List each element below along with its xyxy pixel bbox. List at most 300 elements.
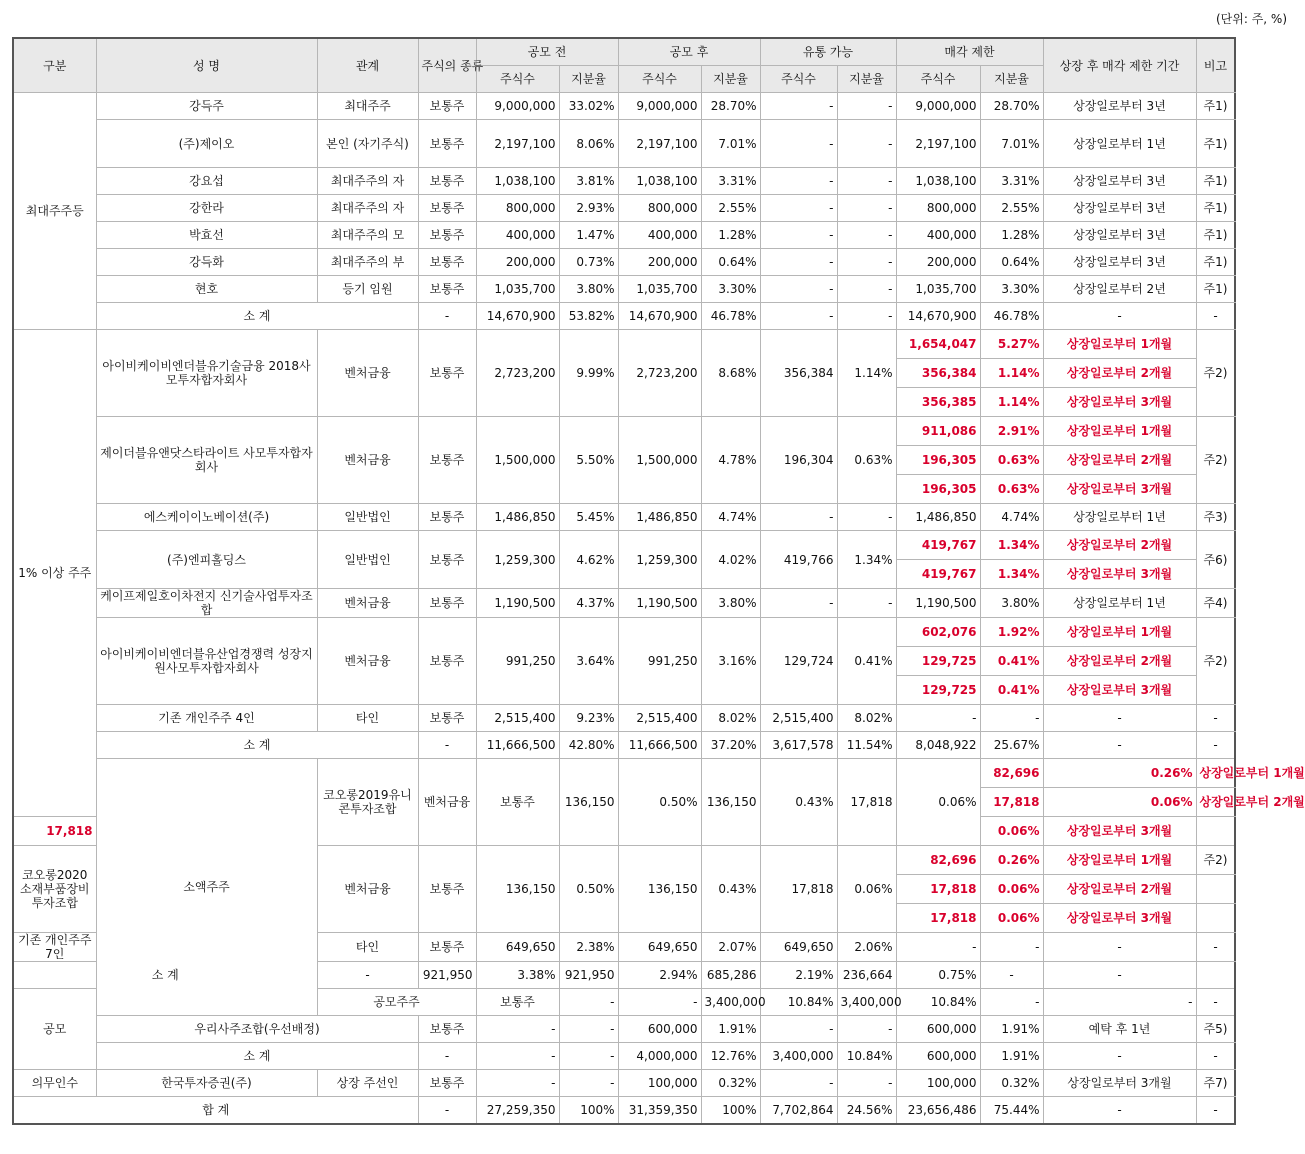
restricted-ratio: 75.44% xyxy=(980,1097,1043,1124)
table-row xyxy=(13,531,1235,560)
before-shares: - xyxy=(476,1070,559,1097)
tradable-ratio: - xyxy=(837,222,896,249)
restricted-ratio: 5.27% xyxy=(980,330,1043,359)
shareholder-lockup-table xyxy=(12,37,1305,1125)
restricted-ratio: 1.92% xyxy=(980,618,1043,647)
tradable-shares: 7,702,864 xyxy=(760,1097,837,1124)
restriction-period: 상장일로부터 2개월 xyxy=(1196,788,1235,817)
tradable-ratio: - xyxy=(837,168,896,195)
tradable-ratio: - xyxy=(837,93,896,120)
restricted-shares: 911,086 xyxy=(896,417,980,446)
restriction-period: 상장일로부터 1개월 xyxy=(1043,618,1196,647)
tradable-shares: 685,286 xyxy=(701,962,760,989)
stock-type-cell: 보통주 xyxy=(418,195,476,222)
restriction-period: 예탁 후 1년 xyxy=(1043,1016,1196,1043)
tradable-shares: - xyxy=(760,168,837,195)
subtotal-row xyxy=(13,303,1235,330)
restriction-period: - xyxy=(1043,705,1196,732)
restricted-shares: 17,818 xyxy=(980,788,1043,817)
table-row xyxy=(13,1016,1235,1043)
after-shares: 9,000,000 xyxy=(618,93,701,120)
restriction-period: 상장일로부터 2개월 xyxy=(1043,875,1196,904)
restricted-ratio: 4.74% xyxy=(980,504,1043,531)
restricted-shares: 8,048,922 xyxy=(896,732,980,759)
restricted-shares: 14,670,900 xyxy=(896,303,980,330)
tradable-ratio: 0.41% xyxy=(837,618,896,705)
restriction-period: 상장일로부터 2년 xyxy=(1043,276,1196,303)
shareholder-name: 우리사주조합(우선배정) xyxy=(96,1016,418,1043)
stock-type-cell: - xyxy=(418,1043,476,1070)
restricted-ratio: 0.75% xyxy=(896,962,980,989)
before-shares: 991,250 xyxy=(476,618,559,705)
header-after: 공모 후 xyxy=(618,38,760,66)
restriction-period: - xyxy=(1043,1043,1196,1070)
after-ratio: 7.01% xyxy=(701,120,760,168)
shareholder-name: 케이프제일호이차전지 신기술사업투자조합 xyxy=(96,589,317,618)
restriction-period: 상장일로부터 1년 xyxy=(1043,589,1196,618)
note-cell: - xyxy=(1196,732,1235,759)
before-ratio: 33.02% xyxy=(559,93,618,120)
before-shares: 1,486,850 xyxy=(476,504,559,531)
restriction-period: - xyxy=(1196,989,1235,1016)
shareholder-name: 박효선 xyxy=(96,222,317,249)
restricted-ratio: 7.01% xyxy=(980,120,1043,168)
restricted-shares: 600,000 xyxy=(896,1043,980,1070)
restriction-period: 상장일로부터 3개월 xyxy=(1043,1070,1196,1097)
restriction-period: 상장일로부터 1개월 xyxy=(1043,330,1196,359)
restriction-period: 상장일로부터 3개월 xyxy=(1043,475,1196,504)
after-shares: 2,197,100 xyxy=(618,120,701,168)
tradable-shares: 129,724 xyxy=(760,618,837,705)
relation-cell: 본인 (자기주식) xyxy=(317,120,418,168)
stock-type-cell: 보통주 xyxy=(418,531,476,589)
after-shares: 4,000,000 xyxy=(618,1043,701,1070)
restricted-ratio: 25.67% xyxy=(980,732,1043,759)
tradable-shares: - xyxy=(760,1070,837,1097)
table-row xyxy=(13,589,1235,618)
restricted-ratio: 3.30% xyxy=(980,276,1043,303)
shareholder-name: 코오롱2020소재부품장비투자조합 xyxy=(13,846,96,933)
after-shares: 1,486,850 xyxy=(618,504,701,531)
restricted-shares: 100,000 xyxy=(896,1070,980,1097)
tradable-shares: 196,304 xyxy=(760,417,837,504)
before-ratio: - xyxy=(559,1016,618,1043)
before-shares: 200,000 xyxy=(476,249,559,276)
tradable-ratio: 11.54% xyxy=(837,732,896,759)
after-shares: 991,250 xyxy=(618,618,701,705)
restricted-shares: 236,664 xyxy=(837,962,896,989)
restriction-period: 상장일로부터 2개월 xyxy=(1043,359,1196,388)
before-shares: 2,515,400 xyxy=(476,705,559,732)
note-cell: 주5) xyxy=(1196,1016,1235,1043)
tradable-ratio: 10.84% xyxy=(896,989,980,1016)
restricted-shares: 600,000 xyxy=(896,1016,980,1043)
tradable-ratio: - xyxy=(837,195,896,222)
restricted-ratio: 1.91% xyxy=(980,1016,1043,1043)
subtotal-label: 소 계 xyxy=(13,962,317,989)
tradable-shares: 3,617,578 xyxy=(760,732,837,759)
restricted-ratio: 0.06% xyxy=(980,904,1043,933)
tradable-shares: 356,384 xyxy=(760,330,837,417)
restricted-ratio: 1.28% xyxy=(980,222,1043,249)
after-shares: 200,000 xyxy=(618,249,701,276)
table-row xyxy=(13,504,1235,531)
header-note: 비고 xyxy=(1196,38,1235,93)
shareholder-name: 현호 xyxy=(96,276,317,303)
category-cell: 1% 이상 주주 xyxy=(13,330,96,817)
shareholder-name: 기존 개인주주 4인 xyxy=(96,705,317,732)
before-shares: 2,197,100 xyxy=(476,120,559,168)
restricted-ratio: 0.26% xyxy=(980,846,1043,875)
restricted-shares: 602,076 xyxy=(896,618,980,647)
restricted-shares: 17,818 xyxy=(896,875,980,904)
table-row xyxy=(13,93,1235,120)
tradable-ratio: - xyxy=(837,303,896,330)
restriction-period: 상장일로부터 3개월 xyxy=(1043,676,1196,705)
tradable-shares: 17,818 xyxy=(760,846,837,933)
header-relation: 관계 xyxy=(317,38,418,93)
restricted-shares: 82,696 xyxy=(980,759,1043,788)
after-shares: 2,723,200 xyxy=(618,330,701,417)
before-shares: 400,000 xyxy=(476,222,559,249)
category-cell: 소액주주 xyxy=(96,759,317,1016)
table-row xyxy=(13,249,1235,276)
table-row xyxy=(13,330,1235,359)
after-ratio: 3.31% xyxy=(701,168,760,195)
after-ratio: 4.02% xyxy=(701,531,760,589)
header-shares: 주식수 xyxy=(476,66,559,93)
header-before: 공모 전 xyxy=(476,38,618,66)
shareholder-name: 강득화 xyxy=(96,249,317,276)
before-shares: 800,000 xyxy=(476,195,559,222)
header-category: 구분 xyxy=(13,38,96,93)
restricted-ratio: 1.14% xyxy=(980,388,1043,417)
note-cell: - xyxy=(1196,1097,1235,1124)
restricted-shares: 196,305 xyxy=(896,446,980,475)
before-shares: 1,190,500 xyxy=(476,589,559,618)
tradable-ratio: 0.06% xyxy=(837,846,896,933)
table-row xyxy=(13,222,1235,249)
restricted-shares: 356,384 xyxy=(896,359,980,388)
header-restricted: 매각 제한 xyxy=(896,38,1043,66)
table-row xyxy=(13,168,1235,195)
restriction-period: 상장일로부터 2개월 xyxy=(1043,531,1196,560)
relation-cell: 일반법인 xyxy=(317,531,418,589)
restricted-shares: 9,000,000 xyxy=(896,93,980,120)
note-cell: 주1) xyxy=(1196,195,1235,222)
after-shares: 1,259,300 xyxy=(618,531,701,589)
restricted-shares: - xyxy=(980,989,1043,1016)
before-shares: - xyxy=(476,1016,559,1043)
stock-type-cell: 보통주 xyxy=(418,846,476,933)
after-shares: 3,400,000 xyxy=(701,989,760,1016)
restricted-ratio: 0.64% xyxy=(980,249,1043,276)
before-shares: 9,000,000 xyxy=(476,93,559,120)
restricted-shares: 17,818 xyxy=(13,817,96,846)
restricted-ratio: 0.41% xyxy=(980,676,1043,705)
stock-type-cell: 보통주 xyxy=(418,1016,476,1043)
before-ratio: - xyxy=(559,1070,618,1097)
stock-type-cell: 보통주 xyxy=(418,330,476,417)
stock-type-cell: 보통주 xyxy=(418,705,476,732)
before-ratio: 4.37% xyxy=(559,589,618,618)
note-cell: 주2) xyxy=(1196,417,1235,504)
restricted-shares: 1,486,850 xyxy=(896,504,980,531)
header-ratio: 지분율 xyxy=(701,66,760,93)
restricted-ratio: 0.32% xyxy=(980,1070,1043,1097)
restriction-period: 상장일로부터 2개월 xyxy=(1043,446,1196,475)
restricted-shares: 419,767 xyxy=(896,560,980,589)
restricted-ratio: 1.34% xyxy=(980,531,1043,560)
restriction-period: 상장일로부터 3년 xyxy=(1043,195,1196,222)
restricted-ratio: 3.31% xyxy=(980,168,1043,195)
restriction-period: 상장일로부터 1개월 xyxy=(1043,846,1196,875)
relation-cell: 벤처금융 xyxy=(317,618,418,705)
shareholder-name: 코오롱2019유니콘투자조합 xyxy=(317,759,418,846)
after-shares: 400,000 xyxy=(618,222,701,249)
restricted-shares: 129,725 xyxy=(896,676,980,705)
relation-cell: 타인 xyxy=(317,705,418,732)
restricted-ratio: 28.70% xyxy=(980,93,1043,120)
after-shares: 14,670,900 xyxy=(618,303,701,330)
before-ratio: 2.38% xyxy=(559,933,618,962)
after-ratio: 8.02% xyxy=(701,705,760,732)
restricted-shares: 129,725 xyxy=(896,647,980,676)
header-ratio: 지분율 xyxy=(837,66,896,93)
restriction-period: 상장일로부터 3개월 xyxy=(1043,817,1196,846)
note-cell: 주2) xyxy=(1196,846,1235,875)
header-ratio: 지분율 xyxy=(980,66,1043,93)
tradable-ratio: 1.34% xyxy=(837,531,896,589)
note-cell: - xyxy=(1043,962,1196,989)
restriction-period: 상장일로부터 1년 xyxy=(1043,120,1196,168)
category-cell: 의무인수 xyxy=(13,1070,96,1097)
table-row xyxy=(13,120,1235,168)
tradable-ratio: 24.56% xyxy=(837,1097,896,1124)
restriction-period: 상장일로부터 3개월 xyxy=(1043,560,1196,589)
tradable-ratio: - xyxy=(837,504,896,531)
before-ratio: 53.82% xyxy=(559,303,618,330)
before-shares: 1,038,100 xyxy=(476,168,559,195)
relation-cell: 최대주주의 모 xyxy=(317,222,418,249)
restricted-ratio: 46.78% xyxy=(980,303,1043,330)
restricted-ratio: 0.63% xyxy=(980,446,1043,475)
after-ratio: 2.55% xyxy=(701,195,760,222)
stock-type-cell: 보통주 xyxy=(418,249,476,276)
tradable-ratio: - xyxy=(837,1070,896,1097)
header-shares: 주식수 xyxy=(618,66,701,93)
before-ratio: 1.47% xyxy=(559,222,618,249)
restriction-period: 상장일로부터 1개월 xyxy=(1196,759,1235,788)
before-ratio: - xyxy=(559,1043,618,1070)
before-ratio: 4.62% xyxy=(559,531,618,589)
before-ratio: 3.81% xyxy=(559,168,618,195)
table-row xyxy=(13,705,1235,732)
before-ratio: 100% xyxy=(559,1097,618,1124)
note-cell: 주2) xyxy=(1196,618,1235,705)
restricted-shares: 419,767 xyxy=(896,531,980,560)
restricted-ratio: 2.91% xyxy=(980,417,1043,446)
restriction-period: 상장일로부터 3년 xyxy=(1043,168,1196,195)
tradable-ratio: - xyxy=(837,249,896,276)
restriction-period: - xyxy=(1043,1097,1196,1124)
relation-cell: 타인 xyxy=(317,933,418,962)
tradable-ratio: - xyxy=(837,1016,896,1043)
stock-type-cell: 보통주 xyxy=(418,120,476,168)
restriction-period: 상장일로부터 3년 xyxy=(1043,249,1196,276)
after-ratio: 12.76% xyxy=(701,1043,760,1070)
before-shares: 2,723,200 xyxy=(476,330,559,417)
tradable-shares: 419,766 xyxy=(760,531,837,589)
note-cell: - xyxy=(1196,303,1235,330)
after-ratio: 2.07% xyxy=(701,933,760,962)
tradable-shares: 3,400,000 xyxy=(760,1043,837,1070)
restricted-ratio: 0.41% xyxy=(980,647,1043,676)
restriction-period: 상장일로부터 1년 xyxy=(1043,504,1196,531)
relation-cell: 최대주주 xyxy=(317,93,418,120)
before-ratio: - xyxy=(618,989,701,1016)
tradable-shares: 3,400,000 xyxy=(837,989,896,1016)
shareholder-name: (주)엔피홀딩스 xyxy=(96,531,317,589)
tradable-ratio: - xyxy=(837,276,896,303)
after-ratio: 0.64% xyxy=(701,249,760,276)
after-shares: 649,650 xyxy=(618,933,701,962)
tradable-shares: - xyxy=(760,504,837,531)
after-shares: 1,500,000 xyxy=(618,417,701,504)
tradable-shares: - xyxy=(760,276,837,303)
note-cell: 주1) xyxy=(1196,120,1235,168)
tradable-ratio: 0.63% xyxy=(837,417,896,504)
tradable-ratio: 1.14% xyxy=(837,330,896,417)
tradable-ratio: 2.06% xyxy=(837,933,896,962)
header-ratio: 지분율 xyxy=(559,66,618,93)
restricted-ratio: - xyxy=(980,933,1043,962)
tradable-shares: - xyxy=(760,195,837,222)
relation-cell: 최대주주의 자 xyxy=(317,195,418,222)
stock-type-cell: - xyxy=(418,732,476,759)
restricted-shares: 17,818 xyxy=(896,904,980,933)
restricted-shares: 23,656,486 xyxy=(896,1097,980,1124)
stock-type-cell: 보통주 xyxy=(476,759,559,846)
after-shares: 1,035,700 xyxy=(618,276,701,303)
relation-cell: 벤처금융 xyxy=(317,417,418,504)
restriction-period: 상장일로부터 3년 xyxy=(1043,93,1196,120)
before-ratio: 9.99% xyxy=(559,330,618,417)
tradable-shares: - xyxy=(760,93,837,120)
before-ratio: 3.64% xyxy=(559,618,618,705)
before-shares: 649,650 xyxy=(476,933,559,962)
before-shares: 14,670,900 xyxy=(476,303,559,330)
restricted-shares: 1,035,700 xyxy=(896,276,980,303)
shareholder-name: 제이더블유앤닷스타라이트 사모투자합자회사 xyxy=(96,417,317,504)
tradable-shares: - xyxy=(760,120,837,168)
after-ratio: 28.70% xyxy=(701,93,760,120)
restricted-shares: 2,197,100 xyxy=(896,120,980,168)
before-ratio: 0.73% xyxy=(559,249,618,276)
before-ratio: 9.23% xyxy=(559,705,618,732)
after-ratio: 46.78% xyxy=(701,303,760,330)
subtotal-row xyxy=(13,962,1235,989)
before-ratio: 5.45% xyxy=(559,504,618,531)
tradable-shares: - xyxy=(760,249,837,276)
header-tradable: 유통 가능 xyxy=(760,38,896,66)
before-shares: - xyxy=(559,989,618,1016)
total-row xyxy=(13,1097,1235,1124)
after-shares: 136,150 xyxy=(701,759,760,846)
after-shares: 2,515,400 xyxy=(618,705,701,732)
restriction-period: 상장일로부터 3개월 xyxy=(1043,388,1196,417)
after-ratio: 100% xyxy=(701,1097,760,1124)
stock-type-cell: 보통주 xyxy=(418,276,476,303)
unit-note: (단위: 주, %) xyxy=(1215,12,1287,26)
relation-cell: 등기 임원 xyxy=(317,276,418,303)
shareholder-name: 에스케이이노베이션(주) xyxy=(96,504,317,531)
note-cell: 주6) xyxy=(1196,531,1235,589)
tradable-ratio: 10.84% xyxy=(837,1043,896,1070)
before-ratio: 0.50% xyxy=(618,759,701,846)
tradable-shares: - xyxy=(760,303,837,330)
restricted-ratio: 2.55% xyxy=(980,195,1043,222)
table-body xyxy=(13,93,1305,1124)
before-ratio: 8.06% xyxy=(559,120,618,168)
stock-type-cell: 보통주 xyxy=(418,504,476,531)
restricted-shares: 1,038,100 xyxy=(896,168,980,195)
restricted-shares: 400,000 xyxy=(896,222,980,249)
subtotal-label: 소 계 xyxy=(96,732,418,759)
after-ratio: 3.80% xyxy=(701,589,760,618)
note-cell: 주1) xyxy=(1196,222,1235,249)
table-row xyxy=(13,276,1235,303)
shareholder-name: 아이비케이비엔더블유산업경쟁력 성장지원사모투자합자회사 xyxy=(96,618,317,705)
relation-cell: 벤처금융 xyxy=(418,759,476,846)
relation-cell: 최대주주의 자 xyxy=(317,168,418,195)
before-ratio: 0.50% xyxy=(559,846,618,933)
shareholder-name: 강득주 xyxy=(96,93,317,120)
tradable-shares: 17,818 xyxy=(837,759,896,846)
before-shares: 1,259,300 xyxy=(476,531,559,589)
subtotal-label: 소 계 xyxy=(96,1043,418,1070)
before-shares: 136,150 xyxy=(476,846,559,933)
before-ratio: 42.80% xyxy=(559,732,618,759)
relation-cell: 벤처금융 xyxy=(317,846,418,933)
after-shares: 800,000 xyxy=(618,195,701,222)
relation-cell: 벤처금융 xyxy=(317,589,418,618)
stock-type-cell: 보통주 xyxy=(418,222,476,249)
after-shares: 136,150 xyxy=(618,846,701,933)
after-ratio: 4.74% xyxy=(701,504,760,531)
shareholder-name: 기존 개인주주 7인 xyxy=(13,933,96,962)
note-cell xyxy=(1196,875,1235,904)
before-shares: 11,666,500 xyxy=(476,732,559,759)
stock-type-cell: 보통주 xyxy=(418,618,476,705)
restricted-ratio: 0.63% xyxy=(980,475,1043,504)
shareholder-name: 강요섭 xyxy=(96,168,317,195)
after-shares: 1,190,500 xyxy=(618,589,701,618)
after-ratio: 8.68% xyxy=(701,330,760,417)
restricted-ratio: 0.26% xyxy=(1043,759,1196,788)
relation-cell: 상장 주선인 xyxy=(317,1070,418,1097)
tradable-shares: - xyxy=(760,1016,837,1043)
after-shares: 1,038,100 xyxy=(618,168,701,195)
after-shares: 921,950 xyxy=(559,962,618,989)
subtotal-row xyxy=(13,1043,1235,1070)
table-row xyxy=(13,759,1235,788)
note-cell: - xyxy=(1196,705,1235,732)
restriction-period: - xyxy=(980,962,1043,989)
after-ratio: 3.16% xyxy=(701,618,760,705)
after-ratio: 10.84% xyxy=(760,989,837,1016)
shareholder-name: 공모주주 xyxy=(317,989,476,1016)
